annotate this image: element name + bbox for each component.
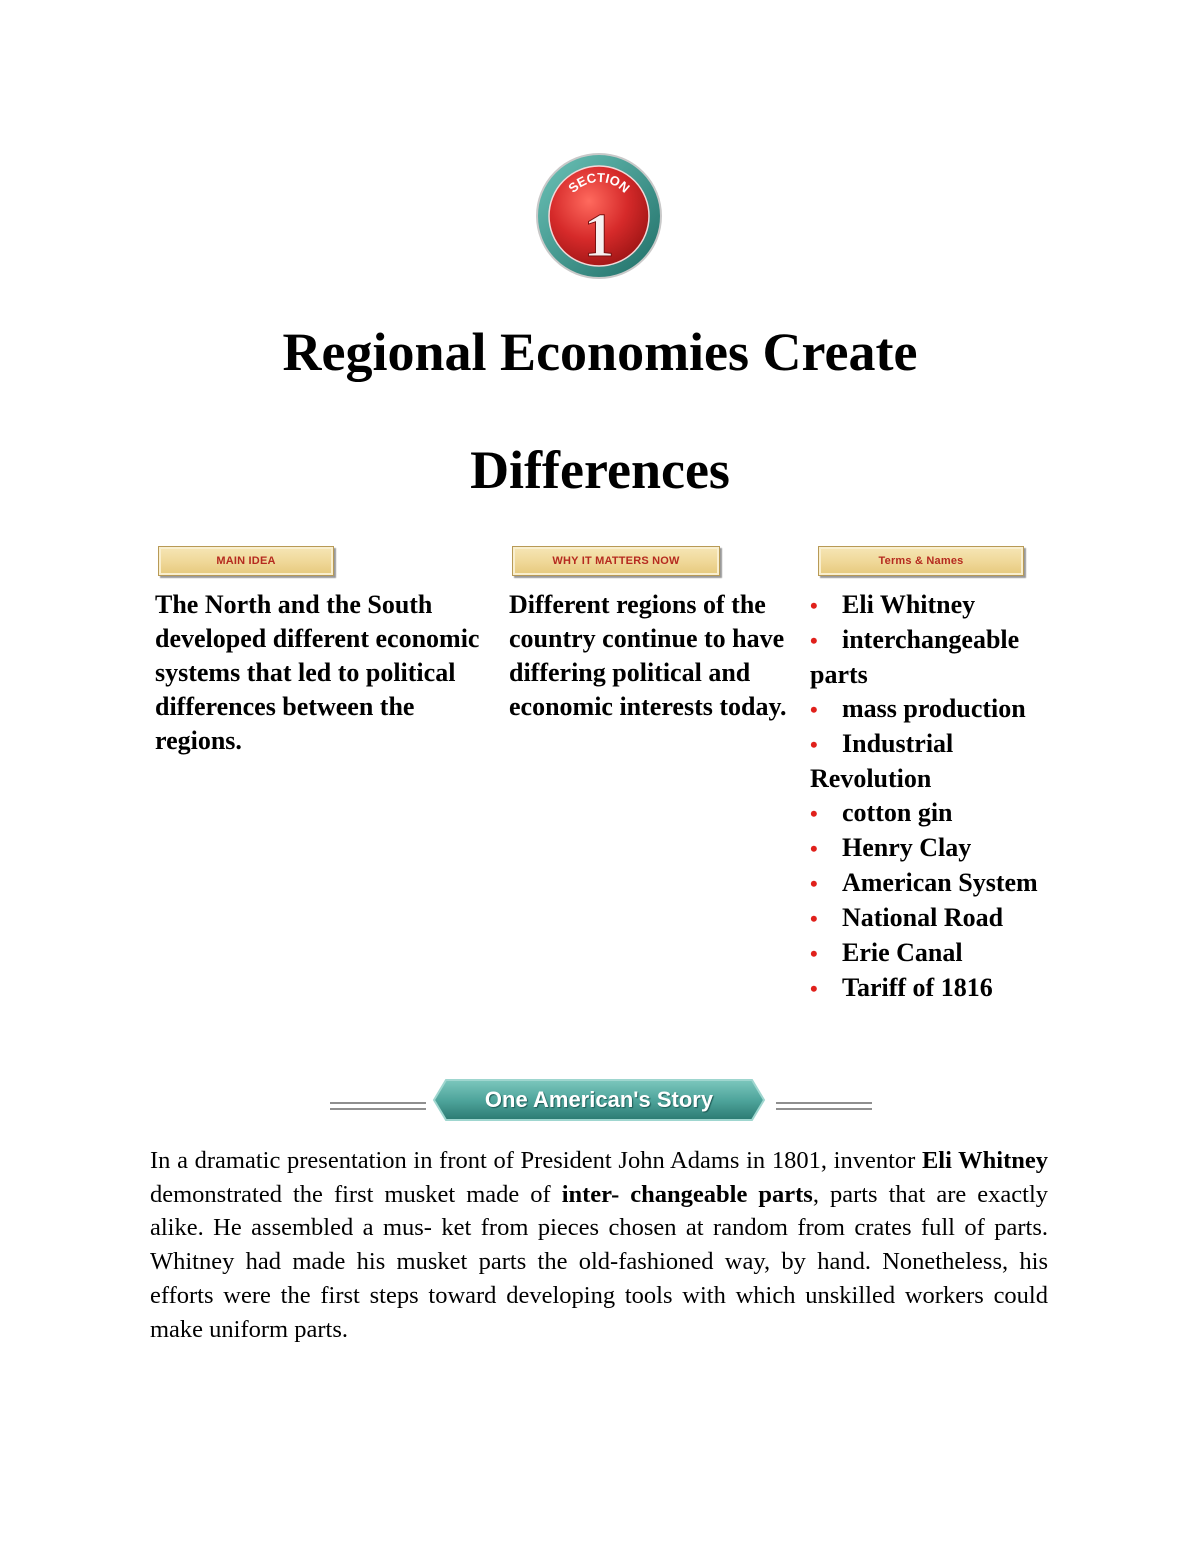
bullet-icon: • <box>810 836 818 861</box>
term-item: • interchangeable parts <box>810 625 1020 689</box>
divider-left <box>330 1102 426 1110</box>
bullet-icon: • <box>810 801 818 826</box>
term-eli-whitney: Eli Whitney <box>921 1147 1048 1174</box>
bullet-icon: • <box>810 871 818 896</box>
divider-right <box>776 1102 872 1110</box>
section-badge <box>535 152 663 280</box>
term-item: • Tariff of 1816 <box>810 971 1050 1006</box>
badge-label: SECTION <box>565 169 633 196</box>
bullet-icon: • <box>810 593 818 618</box>
terms-and-names-list <box>810 588 1050 1006</box>
main-idea-text: The North and the South developed different economic systems that led to political differences between the regions. <box>155 590 480 755</box>
bullet-icon: • <box>810 732 818 757</box>
story-banner-label: One American's Story <box>484 1087 714 1112</box>
page-title-line-2: Differences <box>470 440 730 500</box>
terms-and-names-header: Terms & Names <box>818 546 1024 576</box>
why-it-matters-text: Different regions of the country continue to have differing political and economic interests today. <box>509 590 787 721</box>
story-paragraph: In a dramatic presentation in front of President John Adams in 1801, inventor Eli Whitney demonstrated the first musket made of inter- changeable parts, parts that are exactly alike. He assembled a mus- ket from pieces chosen at random from crates full of parts. Whitney had made his musket parts the old-fashioned way, by hand. Nonetheless, his efforts were the first steps toward developing tools with which unskilled workers could make uniform parts. <box>150 1147 1049 1343</box>
term-item: • Eli Whitney <box>810 588 1050 623</box>
page-title-line-1: Regional Economies Create <box>282 322 918 382</box>
bullet-icon: • <box>810 976 818 1001</box>
main-idea-header: MAIN IDEA <box>158 546 334 576</box>
term-interchangeable-parts: inter- changeable parts <box>561 1180 813 1208</box>
term-item: • American System <box>810 866 1050 901</box>
term-item: • Erie Canal <box>810 936 1050 971</box>
term-item: • National Road <box>810 901 1050 936</box>
badge-number: 1 <box>583 202 615 270</box>
bullet-icon: • <box>810 941 818 966</box>
term-item: • Industrial Revolution <box>810 729 954 793</box>
term-item: • Henry Clay <box>810 831 1050 866</box>
why-it-matters-header: WHY IT MATTERS NOW <box>512 546 720 576</box>
term-item: • mass production <box>810 692 1050 727</box>
bullet-icon: • <box>810 906 818 931</box>
bullet-icon: • <box>810 697 818 722</box>
term-item: • cotton gin <box>810 796 1050 831</box>
bullet-icon: • <box>810 628 818 653</box>
